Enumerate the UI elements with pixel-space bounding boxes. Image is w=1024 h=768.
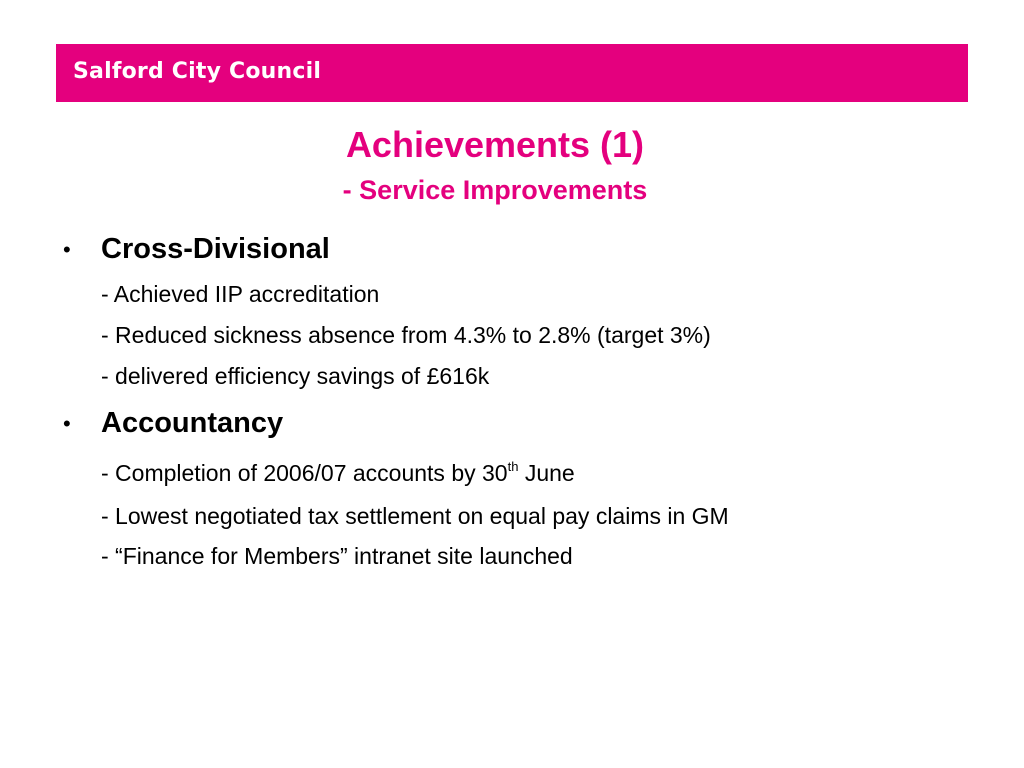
council-banner xyxy=(56,44,968,102)
list-item-text: - Completion of 2006/07 accounts by 30 xyxy=(101,460,508,486)
slide-title: Achievements (1) xyxy=(345,124,645,165)
bullet-icon: • xyxy=(63,411,71,436)
list-item-text: June xyxy=(518,460,575,486)
list-item: - Lowest negotiated tax settlement on equal pay claims in GM xyxy=(101,503,729,529)
bullet-icon: • xyxy=(63,237,71,262)
council-logo-text: Salford City Council xyxy=(73,59,322,84)
list-item xyxy=(101,459,575,487)
section-heading-accountancy: Accountancy xyxy=(101,407,284,439)
list-item: - Achieved IIP accreditation xyxy=(101,281,380,307)
list-item: - “Finance for Members” intranet site launched xyxy=(101,543,573,569)
list-item: - delivered efficiency savings of £616k xyxy=(101,363,490,389)
slide-subtitle: - Service Improvements xyxy=(342,175,648,205)
section-heading-cross-divisional: Cross-Divisional xyxy=(101,233,330,265)
ordinal-suffix: th xyxy=(507,459,519,474)
list-item: - Reduced sickness absence from 4.3% to 2.8% (target 3%) xyxy=(101,322,711,348)
